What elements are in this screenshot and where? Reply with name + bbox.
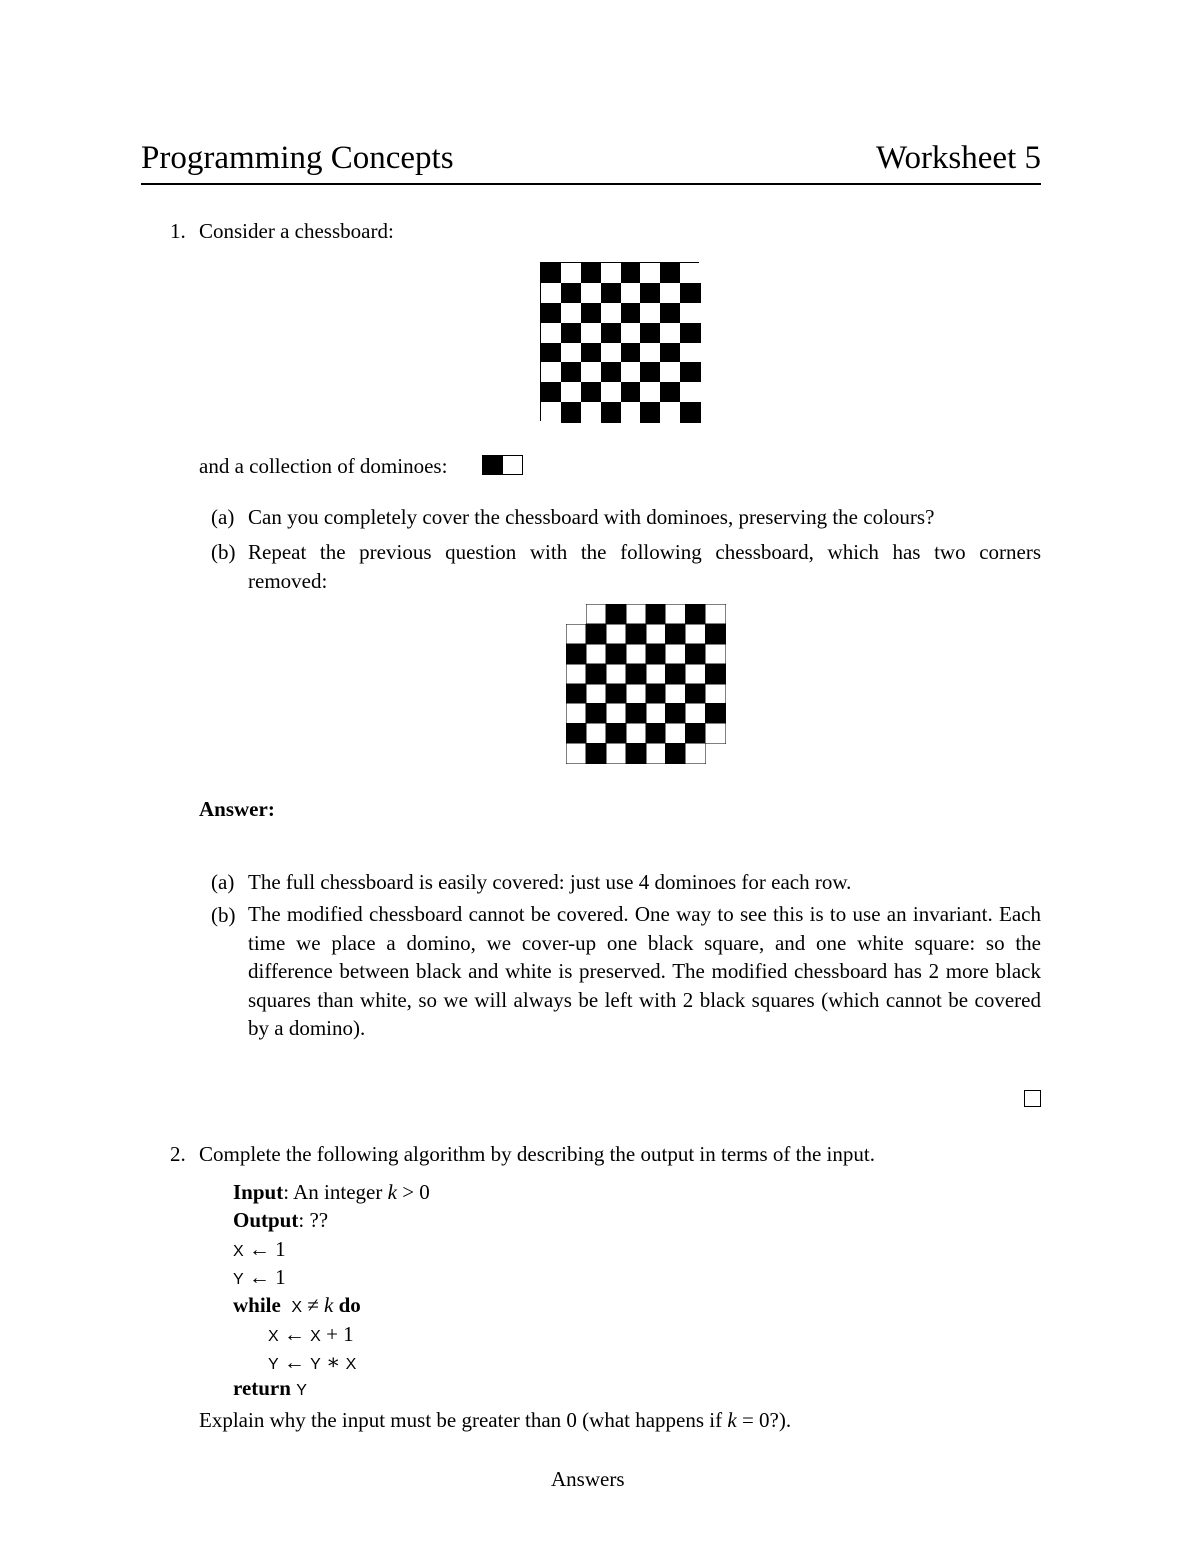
q1-intro: Consider a chessboard:: [199, 219, 394, 243]
board-square: [680, 402, 700, 422]
q1a-text: Can you completely cover the chessboard with dominoes, preserving the colours?: [248, 505, 935, 529]
answer-heading: Answer:: [199, 797, 275, 821]
board-square: [581, 263, 601, 283]
board-square: [640, 402, 660, 422]
board-square: [601, 382, 621, 402]
board-square: [601, 362, 621, 382]
board-square: [680, 362, 700, 382]
board-square: [685, 664, 705, 684]
board-square: [541, 303, 561, 323]
ans-b-label: (b): [211, 903, 236, 927]
board-square: [566, 743, 586, 763]
worksheet-label: Worksheet 5: [875, 140, 1041, 176]
board-square: [621, 362, 641, 382]
algo-line-x-inc: X ← X + 1: [268, 1322, 354, 1346]
board-square: [680, 263, 700, 283]
board-square: [660, 362, 680, 382]
board-square: [561, 283, 581, 303]
q1b-line2: removed:: [248, 569, 328, 593]
board-square: [665, 644, 685, 664]
q2-number: 2.: [170, 1142, 186, 1166]
board-square: [660, 402, 680, 422]
board-square: [606, 664, 626, 684]
board-square: [660, 303, 680, 323]
board-square: [541, 263, 561, 283]
board-square: [665, 664, 685, 684]
footer-answers: Answers: [551, 1467, 625, 1491]
board-square: [646, 743, 666, 763]
board-square: [601, 263, 621, 283]
board-square: [621, 263, 641, 283]
board-square: [561, 303, 581, 323]
q2-intro: Complete the following algorithm by describing the output in terms of the input.: [199, 1142, 875, 1166]
board-square: [586, 664, 606, 684]
board-square: [680, 283, 700, 303]
board-square: [561, 343, 581, 363]
board-square: [606, 684, 626, 704]
domino-icon: [482, 455, 523, 475]
board-square: [581, 303, 601, 323]
board-square: [705, 604, 725, 624]
algo-line-y-init: Y ← 1: [233, 1265, 286, 1289]
algo-return: return Y: [233, 1376, 307, 1400]
algo-input: Input: An integer k > 0: [233, 1180, 430, 1204]
board-square: [586, 743, 606, 763]
board-square: [581, 283, 601, 303]
board-square: [626, 684, 646, 704]
board-square: [705, 703, 725, 723]
board-square: [621, 323, 641, 343]
board-square: [606, 743, 626, 763]
q1b-label: (b): [211, 540, 236, 564]
board-square: [601, 402, 621, 422]
board-square: [621, 402, 641, 422]
board-square: [541, 323, 561, 343]
board-square: [601, 303, 621, 323]
ans-b-text: The modified chessboard cannot be covered. One way to see this is to use an invariant. Each time we place a domino, we cover-up one black square, and one white square: so the difference between black and white is preserved. The modified chessboard has 2 more black squares than white, so we will always be left with 2 black squares (which cannot be covered by a domino).: [248, 902, 1041, 1040]
board-square: [566, 644, 586, 664]
board-square: [705, 644, 725, 664]
board-square: [621, 303, 641, 323]
board-square: [705, 624, 725, 644]
board-square: [646, 624, 666, 644]
board-square: [621, 382, 641, 402]
board-square: [581, 382, 601, 402]
qed-box-icon: [1024, 1090, 1041, 1107]
board-square: [640, 303, 660, 323]
board-square: [685, 604, 705, 624]
board-square: [665, 723, 685, 743]
board-square: [561, 402, 581, 422]
board-square: [566, 684, 586, 704]
q1b-line1: Repeat the previous question with the following chessboard, which has two corners: [248, 540, 1041, 564]
board-square: [640, 263, 660, 283]
board-square: [640, 382, 660, 402]
board-square: [626, 723, 646, 743]
board-square: [541, 382, 561, 402]
board-square: [665, 604, 685, 624]
board-square: [566, 664, 586, 684]
board-square: [566, 624, 586, 644]
board-square: [541, 283, 561, 303]
board-square: [561, 362, 581, 382]
board-square: [705, 684, 725, 704]
board-square: [660, 382, 680, 402]
board-square: [665, 624, 685, 644]
board-square: [581, 362, 601, 382]
dominoes-text: and a collection of dominoes:: [199, 454, 448, 478]
board-square: [601, 343, 621, 363]
board-square: [626, 743, 646, 763]
board-square: [541, 362, 561, 382]
board-square: [561, 323, 581, 343]
algo-output: Output: ??: [233, 1208, 329, 1232]
board-square: [660, 263, 680, 283]
board-square: [541, 343, 561, 363]
board-square: [581, 323, 601, 343]
board-square: [680, 303, 700, 323]
board-square: [601, 283, 621, 303]
board-square: [566, 723, 586, 743]
board-square: [606, 644, 626, 664]
board-square: [626, 604, 646, 624]
board-square: [665, 743, 685, 763]
board-square: [685, 703, 705, 723]
board-square: [626, 624, 646, 644]
board-square: [680, 323, 700, 343]
board-square: [626, 703, 646, 723]
board-square: [586, 604, 606, 624]
q2-explain: Explain why the input must be greater than 0 (what happens if k = 0?).: [199, 1408, 792, 1432]
board-square: [685, 644, 705, 664]
ans-a-label: (a): [211, 870, 235, 894]
board-square: [646, 644, 666, 664]
modified-chessboard: [566, 604, 725, 763]
algo-line-y-mul: Y ← Y ∗ X: [268, 1350, 357, 1374]
board-square: [621, 283, 641, 303]
board-square: [586, 723, 606, 743]
board-square: [705, 664, 725, 684]
board-square: [646, 664, 666, 684]
board-square: [660, 283, 680, 303]
board-square: [586, 624, 606, 644]
board-square: [561, 263, 581, 283]
board-square: [640, 343, 660, 363]
board-square: [646, 684, 666, 704]
page-title: Programming Concepts: [141, 140, 454, 176]
q1a-label: (a): [211, 505, 235, 529]
board-square: [660, 343, 680, 363]
board-square: [680, 343, 700, 363]
board-square: [606, 703, 626, 723]
board-square: [685, 624, 705, 644]
board-square: [665, 703, 685, 723]
board-square: [680, 382, 700, 402]
board-square: [586, 703, 606, 723]
full-chessboard: [540, 262, 699, 421]
board-square: [640, 323, 660, 343]
board-square: [640, 362, 660, 382]
board-square: [640, 283, 660, 303]
board-square: [646, 723, 666, 743]
board-square: [685, 743, 705, 763]
board-square: [541, 402, 561, 422]
board-square: [626, 644, 646, 664]
board-square: [606, 624, 626, 644]
ans-a-text: The full chessboard is easily covered: just use 4 dominoes for each row.: [248, 870, 852, 894]
board-square: [581, 402, 601, 422]
board-square: [685, 723, 705, 743]
board-square: [626, 664, 646, 684]
board-square: [646, 604, 666, 624]
algo-line-x-init: X ← 1: [233, 1237, 286, 1261]
board-square: [586, 684, 606, 704]
board-square: [586, 644, 606, 664]
board-square: [665, 684, 685, 704]
header-rule: [141, 183, 1041, 185]
board-square: [581, 343, 601, 363]
board-square: [601, 323, 621, 343]
board-square: [705, 723, 725, 743]
board-square: [646, 703, 666, 723]
board-square: [606, 723, 626, 743]
algo-while: while X ≠ k do: [233, 1293, 361, 1317]
board-square: [566, 703, 586, 723]
board-square: [660, 323, 680, 343]
board-square: [621, 343, 641, 363]
board-square: [606, 604, 626, 624]
q1-number: 1.: [170, 219, 186, 243]
board-square: [685, 684, 705, 704]
board-square: [561, 382, 581, 402]
